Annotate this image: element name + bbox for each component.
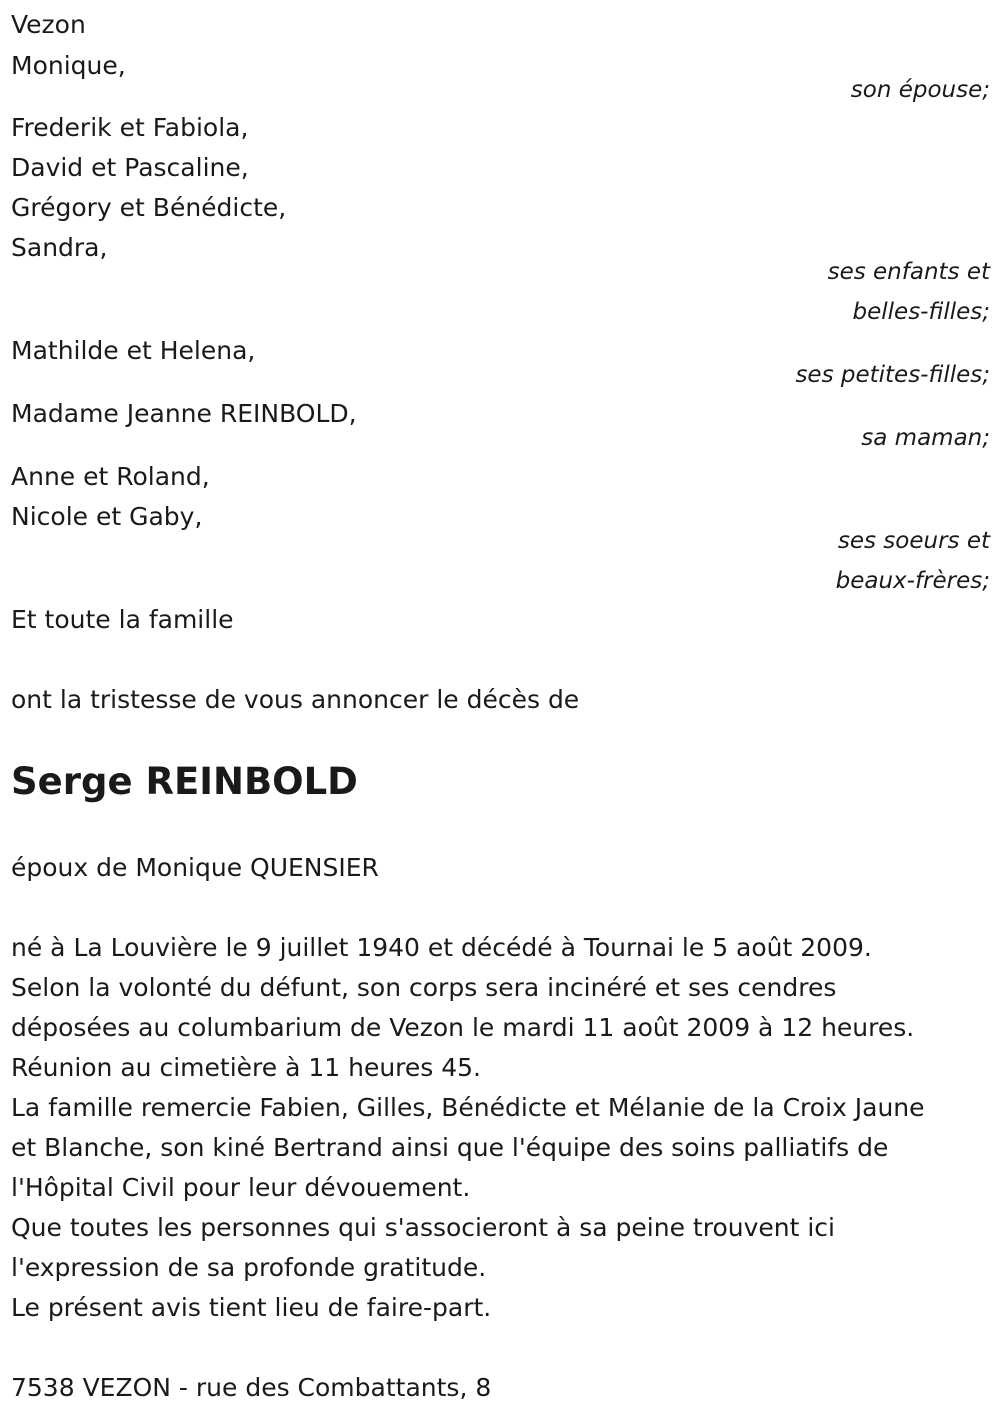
relation-granddaughters: ses petites-filles; — [795, 362, 990, 388]
body-line: Le présent avis tient lieu de faire-part. — [11, 1293, 492, 1322]
family-line-sibling-2: Nicole et Gaby, — [11, 502, 203, 531]
family-line-monique: Monique, — [11, 51, 126, 80]
relation-mother: sa maman; — [861, 425, 990, 451]
body-line: Réunion au cimetière à 11 heures 45. — [11, 1053, 482, 1082]
family-line-child-2: David et Pascaline, — [11, 153, 249, 182]
family-line-child-1: Frederik et Fabiola, — [11, 113, 249, 142]
relation-children-2: belles-filles; — [852, 299, 990, 325]
body-line: né à La Louvière le 9 juillet 1940 et décédé à Tournai le 5 août 2009. — [11, 933, 872, 962]
relation-siblings-1: ses soeurs et — [837, 528, 990, 554]
body-line: l'Hôpital Civil pour leur dévouement. — [11, 1173, 471, 1202]
family-line-child-3: Grégory et Bénédicte, — [11, 193, 287, 222]
family-line-granddaughters: Mathilde et Helena, — [11, 336, 256, 365]
body-line: Que toutes les personnes qui s'associeront à sa peine trouvent ici — [11, 1213, 835, 1242]
announcement-intro: ont la tristesse de vous annoncer le décès de — [11, 685, 580, 714]
body-line: La famille remercie Fabien, Gilles, Bénédicte et Mélanie de la Croix Jaune — [11, 1093, 925, 1122]
body-line: déposées au columbarium de Vezon le mardi 11 août 2009 à 12 heures. — [11, 1013, 915, 1042]
family-line-mother: Madame Jeanne REINBOLD, — [11, 399, 357, 428]
family-line-sibling-1: Anne et Roland, — [11, 462, 210, 491]
relation-spouse: son épouse; — [850, 77, 990, 103]
family-line-vezon: Vezon — [11, 10, 86, 39]
family-line-child-4: Sandra, — [11, 233, 108, 262]
family-line-all: Et toute la famille — [11, 605, 234, 634]
body-line: Selon la volonté du défunt, son corps sera incinéré et ses cendres — [11, 973, 837, 1002]
address-line: 7538 VEZON - rue des Combattants, 8 — [11, 1373, 492, 1402]
deceased-name: Serge REINBOLD — [11, 760, 358, 803]
body-line: l'expression de sa profonde gratitude. — [11, 1253, 487, 1282]
relation-siblings-2: beaux-frères; — [835, 568, 990, 594]
body-line: et Blanche, son kiné Bertrand ainsi que l'équipe des soins palliatifs de — [11, 1133, 889, 1162]
spouse-of-line: époux de Monique QUENSIER — [11, 853, 379, 882]
relation-children-1: ses enfants et — [827, 259, 990, 285]
